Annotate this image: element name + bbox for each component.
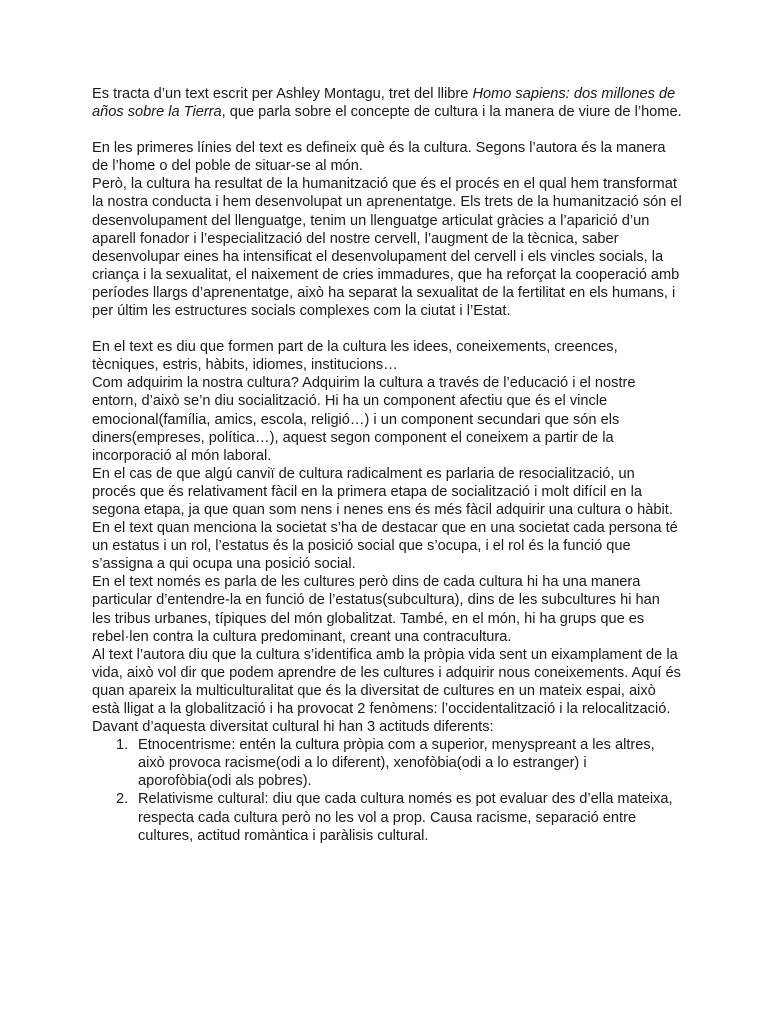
humanization-paragraph: Però, la cultura ha resultat de la humanització que és el procés en el qual hem transformat la nostra conducta i hem desenvolupat un aprenentatge. Els trets de la humanització són el desenvolupament del llenguatge, tenim un llenguatge articulat gràcies a l’aparició d’un aparell fonador i l’especialització del nostre cervell, l’augment de la tècnica, saber desenvolupar eines ha intensificat el desenvolupament del cervell i els vincles socials, la criança i la sexualitat, el naixement de cries immadures, que ha reforçat la cooperació amb períodes llargs d’aprenentatge, això ha separat la sexualitat de la fertilitat en els humans, i per últim les estructures socials complexes com la ciutat i l’Estat.: [92, 176, 682, 320]
intro-text-after: , que parla sobre el concepte de cultura i la manera de viure de l’home.: [221, 104, 682, 121]
socialization-paragraph: Com adquirim la nostra cultura? Adquirim la cultura a través de l’educació i el nostre entorn, d’això se’n diu socialització. Hi ha un component afectiu que és el vincle emocional(família, amics, escola, religió…) i un component secundari que són els diners(empreses, política…), aquest segon component el coneixem a partir de la incorporació al món laboral.: [92, 375, 636, 464]
list-item-number: 2.: [116, 791, 129, 808]
list-item: [92, 790, 682, 844]
resocialization-paragraph: En el cas de que algú canviï de cultura radicalment es parlaria de resocialització, un procés que és relativament fàcil en la primera etapa de socialització i molt difícil en la segona etapa, ja que quan som nens i nenes ens és més fàcil adquirir una cultura o hàbit.: [92, 465, 673, 518]
list-item: [92, 736, 682, 790]
intro-text-before: Es tracta d’un text escrit per Ashley Montagu, tret del llibre: [92, 86, 473, 102]
status-role-paragraph: En el text quan menciona la societat s’ha de destacar que en una societat cada persona té un estatus i un rol, l’estatus és la posició social que s’ocupa, i el rol és la funció que s’assigna a qui ocupa una posició social.: [92, 520, 678, 573]
intro-paragraph: [92, 85, 682, 121]
subculture-paragraph: En el text només es parla de les cultures però dins de cada cultura hi ha una manera particular d’entendre-la en funció de l’estatus(subcultura), dins de les subcultures hi han les tribus urbanes, típiques del món globalitzat. També, en el món, hi ha grups que es rebel·len contra la cultura predominant, creant una contracultura.: [92, 574, 660, 645]
list-item-text: Etnocentrisme: entén la cultura pròpia com a superior, menyspreant a les altres, això provoca racisme(odi a lo diferent), xenofòbia(odi a lo estranger) i aporofòbia(odi als pobres).: [138, 737, 655, 790]
paragraph-gap: [92, 320, 682, 338]
attitudes-intro-paragraph: Davant d’aquesta diversitat cultural hi han 3 actituds diferents:: [92, 719, 494, 736]
paragraph-gap: [92, 121, 682, 139]
attitudes-list: [92, 736, 682, 845]
list-item-text: Relativisme cultural: diu que cada cultura només es pot evaluar des d’ella mateixa, respecta cada cultura però no les vol a prop. Causa racisme, separació entre cultures, actitud romàntica i paràlisis cultural.: [138, 791, 673, 844]
list-item-number: 1.: [116, 737, 129, 754]
culture-elements-paragraph: En el text es diu que formen part de la cultura les idees, coneixements, creences, tècniques, estris, hàbits, idiomes, institucions…: [92, 339, 618, 374]
book-title: Homo sapiens: dos millones de años sobre la Tierra: [92, 86, 676, 121]
multiculturalism-paragraph: Al text l’autora diu que la cultura s’identifica amb la pròpia vida sent un eixamplament de la vida, això vol dir que podem aprendre de les cultures i adquirir nous coneixements. Aquí és quan apareix la multiculturalitat que és la diversitat de cultures en un mateix espai, això està lligat a la globalització i ha provocat 2 fenòmens: l’occidentalització i la relocalització.: [92, 646, 681, 717]
definition-paragraph: En les primeres línies del text es defineix què és la cultura. Segons l’autora és la manera de l’home o del poble de situar-se al món.: [92, 140, 666, 175]
document-page: [92, 85, 682, 845]
